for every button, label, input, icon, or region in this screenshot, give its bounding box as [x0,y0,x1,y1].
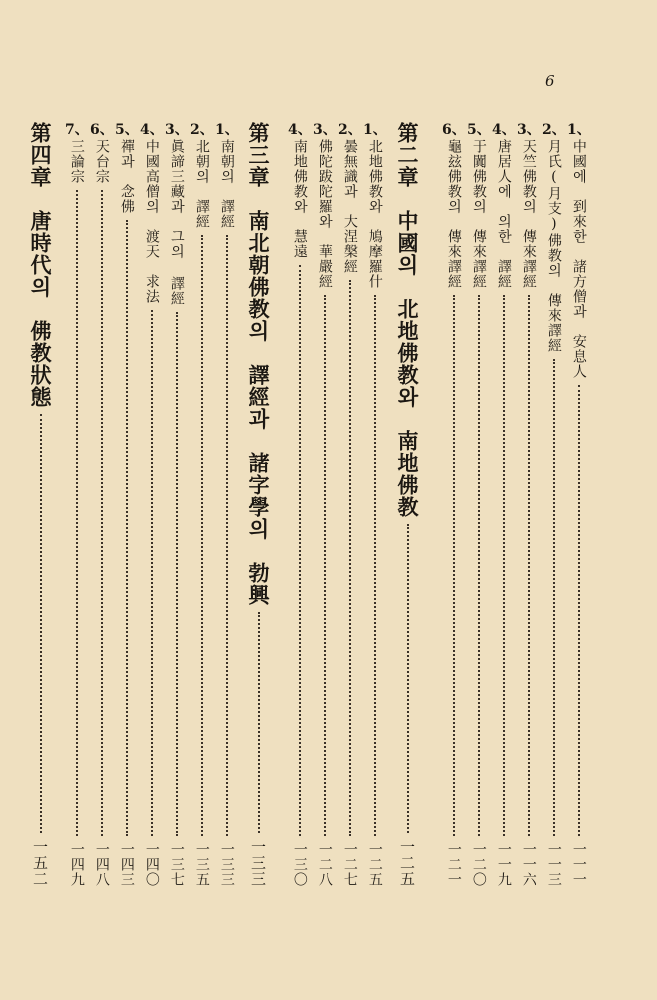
dot-leader [578,385,580,836]
dot-leader [478,295,480,836]
toc-chapter [30,122,51,887]
entry-title: 中國高僧의 渡天 求法 [143,139,160,304]
dot-leader [299,265,301,836]
entry-page: 一一九 [495,842,512,887]
entry-marker: 3、 [165,122,189,138]
entry-title: 中國에 到來한 諸方僧과 安息人 [570,139,587,379]
entry-title: 天台宗 [93,139,110,184]
entry-page: 一四〇 [143,842,160,887]
entry-page: 一四八 [93,842,110,887]
entry-marker: 3、 [313,122,337,138]
toc-entry [90,122,114,887]
page-number: 6 [545,72,555,90]
entry-page: 一二〇 [470,842,487,887]
dot-leader [176,312,178,836]
entry-page: 一三〇 [291,842,308,887]
dot-leader [453,295,455,836]
dot-leader [258,612,260,833]
entry-page: 一三五 [193,842,210,887]
dot-leader [374,295,376,836]
entry-marker: 4、 [492,122,516,138]
toc-entry [165,122,189,887]
dot-leader [407,524,409,833]
entry-title: 月氏(月支)佛教의 傳來譯經 [545,139,562,353]
entry-title: 北地佛教와 鳩摩羅什 [366,139,383,289]
entry-page: 一四三 [118,842,135,887]
toc-entry [363,122,387,887]
entry-marker: 7、 [65,122,89,138]
toc-entry [190,122,214,887]
toc-chapter [248,122,269,887]
chapter-page: 一二五 [398,839,416,887]
toc-entry [442,122,466,887]
toc-entry [492,122,516,887]
toc-entry [338,122,362,887]
toc-entry [542,122,566,887]
toc-entry [313,122,337,887]
dot-leader [503,295,505,836]
entry-marker: 4、 [288,122,312,138]
dot-leader [201,235,203,836]
entry-title: 北朝의 譯經 [193,139,210,229]
toc-entry [115,122,139,887]
entry-page: 一一一 [570,842,587,887]
entry-marker: 5、 [115,122,139,138]
toc-entry [140,122,164,887]
entry-title: 曇無識과 大涅槃經 [341,139,358,274]
entry-title: 于闐佛教의 傳來譯經 [470,139,487,289]
dot-leader [151,310,153,836]
entry-page: 一二八 [316,842,333,887]
entry-marker: 4、 [140,122,164,138]
entry-marker: 2、 [190,122,214,138]
entry-title: 三論宗 [68,139,85,184]
entry-page: 一二七 [341,842,358,887]
entry-marker: 6、 [442,122,466,138]
dot-leader [76,190,78,836]
entry-marker: 1、 [215,122,239,138]
entry-title: 唐居人에 의한 譯經 [495,139,512,289]
chapter-title: 第二章 中國의 北地佛教와 南地佛教 [395,122,420,518]
chapter-title: 第四章 唐時代의 佛教狀態 [28,122,53,408]
entry-page: 一一三 [545,842,562,887]
entry-title: 佛陀跋陀羅와 華嚴經 [316,139,333,289]
entry-page: 一三三 [218,842,235,887]
entry-title: 禪과 念佛 [118,139,135,214]
toc-entry [215,122,239,887]
entry-marker: 5、 [467,122,491,138]
entry-marker: 3、 [517,122,541,138]
dot-leader [324,295,326,836]
entry-title: 南地佛教와 慧遠 [291,139,308,259]
dot-leader [349,280,351,836]
entry-page: 一三七 [168,842,185,887]
dot-leader [226,235,228,836]
chapter-page: 一五二 [31,839,49,887]
entry-page: 一四九 [68,842,85,887]
toc-chapter [397,122,418,887]
dot-leader [528,295,530,836]
toc-entry [467,122,491,887]
toc-entry [288,122,312,887]
toc-entry [567,122,591,887]
dot-leader [40,414,42,833]
entry-title: 龜玆佛教의 傳來譯經 [445,139,462,289]
toc-entry [65,122,89,887]
chapter-page: 一三三 [249,839,267,887]
entry-title: 眞諦三藏과 그의 譯經 [168,139,185,306]
toc-entry [517,122,541,887]
entry-marker: 6、 [90,122,114,138]
entry-page: 一二五 [366,842,383,887]
dot-leader [126,220,128,836]
dot-leader [553,359,555,836]
entry-title: 天竺佛教의 傳來譯經 [520,139,537,289]
entry-marker: 1、 [363,122,387,138]
entry-page: 一二一 [445,842,462,887]
entry-page: 一一六 [520,842,537,887]
entry-marker: 2、 [338,122,362,138]
entry-marker: 2、 [542,122,566,138]
chapter-title: 第三章 南北朝佛教의 譯經과 諸字學의 勃興 [246,122,271,606]
dot-leader [101,190,103,836]
entry-title: 南朝의 譯經 [218,139,235,229]
entry-marker: 1、 [567,122,591,138]
